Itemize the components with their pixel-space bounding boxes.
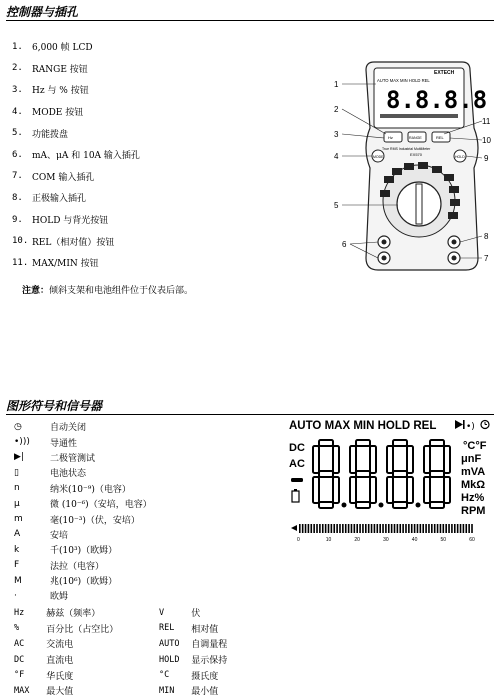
- note: [22, 283, 193, 296]
- symbol-description: 兆(10⁶)（欧姆）: [50, 577, 118, 588]
- abbreviation-row: [14, 683, 304, 699]
- lcd-bargraph-segment: [313, 524, 315, 533]
- note-text: 倾斜支架和电池组件位于仪表后部。: [49, 286, 194, 296]
- control-number: 11.: [12, 257, 29, 268]
- abbreviation-key: AUTO: [159, 638, 180, 649]
- abbreviation-row: [14, 667, 304, 683]
- lcd-bargraph-segment: [336, 524, 338, 533]
- svg-text:11: 11: [482, 117, 491, 126]
- abbreviation-meaning: 最小值: [191, 687, 219, 698]
- lcd-bargraph-segment: [405, 524, 407, 533]
- lcd-minus-sign: [291, 478, 303, 482]
- abbreviation-meaning: 最大值: [46, 687, 74, 698]
- lcd-bargraph-segment: [451, 524, 453, 533]
- lcd-bargraph-segment: [434, 524, 436, 533]
- lcd-bargraph-segment: [394, 524, 396, 533]
- symbol-row: [14, 496, 284, 511]
- lcd-bargraph-segment: [365, 524, 367, 533]
- lcd-bargraph-segment: [463, 524, 465, 533]
- control-item: [12, 36, 312, 58]
- abbreviation-meaning: 百分比（占空比）: [46, 624, 119, 635]
- abbreviation-key: REL: [159, 623, 175, 634]
- lcd-bargraph-segment: [440, 524, 442, 533]
- control-item: [12, 122, 312, 144]
- abbreviation-meaning: 赫兹（频率）: [46, 609, 101, 620]
- control-item: [12, 209, 312, 231]
- meter-rel-label: REL: [436, 135, 444, 140]
- lcd-unit-cap: μnF: [461, 453, 482, 465]
- symbol-row: [14, 527, 284, 542]
- control-number: 1.: [12, 41, 23, 52]
- abbreviation-row: [14, 605, 304, 621]
- symbol-description: 安培: [50, 530, 69, 541]
- lcd-bargraph-segment: [302, 524, 304, 533]
- symbols-list: [14, 419, 284, 604]
- abbreviation-key: AC: [14, 638, 25, 649]
- meter-range-label: RANGE: [409, 136, 422, 140]
- lcd-bargraph-segment: [362, 524, 364, 533]
- abbreviation-key: °C: [159, 670, 170, 681]
- symbol-row: [14, 419, 284, 434]
- lcd-bargraph-segment: [310, 524, 312, 533]
- lcd-bargraph-segment: [445, 524, 447, 533]
- abbreviation-meaning: 相对值: [191, 624, 219, 635]
- abbreviation-row: [14, 621, 304, 637]
- symbol-row: [14, 465, 284, 480]
- lcd-bargraph-segment: [443, 524, 445, 533]
- lcd-bargraph-segment: [417, 524, 419, 533]
- svg-text:2: 2: [334, 105, 339, 114]
- abbreviation-meaning: 华氏度: [46, 671, 74, 682]
- lcd-bargraph-segment: [428, 524, 430, 533]
- meter-model: EX570: [410, 152, 423, 157]
- symbol-description: 欧姆: [50, 592, 69, 603]
- lcd-dc-label: DC: [289, 442, 305, 454]
- lcd-bargraph-segment: [376, 524, 378, 533]
- diode-icon: ▶|: [14, 452, 24, 463]
- lcd-digit: [313, 440, 347, 508]
- control-number: 8.: [12, 192, 23, 203]
- lcd-bargraph-segment: [359, 524, 361, 533]
- lcd-bargraph-segment: [379, 524, 381, 533]
- lcd-bargraph-segment: [319, 524, 321, 533]
- symbol-glyph: M: [14, 575, 22, 586]
- meter-dial-knob: [416, 184, 422, 224]
- lcd-ac-label: AC: [289, 458, 305, 470]
- control-number: 6.: [12, 149, 23, 160]
- lcd-scale-label: 0: [297, 537, 300, 543]
- lcd-bargraph-segment: [468, 524, 470, 533]
- svg-text:5: 5: [334, 201, 339, 210]
- lcd-bargraph-segment: [342, 524, 344, 533]
- meter-brand: EXTECH: [434, 70, 455, 76]
- lcd-bargraph-segment: [385, 524, 387, 533]
- battery-icon: ▯: [14, 467, 19, 478]
- meter-hz-label: Hz: [388, 135, 393, 140]
- meter-hz-button[interactable]: [384, 132, 402, 142]
- lcd-bargraph-segment: [305, 524, 307, 533]
- symbol-description: 千(10³)（欧姆）: [50, 546, 118, 557]
- lcd-bargraph-segment: [351, 524, 353, 533]
- lcd-bargraph-segment: [402, 524, 404, 533]
- control-item: [12, 79, 312, 101]
- lcd-unit-hz-percent: Hz%: [461, 492, 485, 504]
- abbreviation-meaning: 伏: [191, 609, 201, 620]
- lcd-digit: [424, 440, 450, 508]
- lcd-unit-labels: [461, 440, 487, 517]
- abbreviation-row: [14, 652, 304, 668]
- lcd-decimal-point: [416, 503, 421, 508]
- control-text: MAX/MIN 按钮: [32, 259, 99, 270]
- symbol-glyph: F: [14, 560, 20, 571]
- control-item: [12, 230, 312, 252]
- svg-text:1: 1: [334, 80, 339, 89]
- lcd-battery-icon: [292, 489, 299, 502]
- meter-digits: 8.8.8.8: [386, 86, 488, 114]
- lcd-bargraph-segment: [354, 524, 356, 533]
- lcd-scale-label: 50: [440, 537, 447, 543]
- control-number: 3.: [12, 84, 23, 95]
- control-text: RANGE 按钮: [32, 64, 88, 75]
- control-text: REL（相对值）按钮: [32, 237, 115, 248]
- meter-illustration: [322, 58, 498, 274]
- symbol-row: [14, 558, 284, 573]
- lcd-decimal-point: [342, 503, 347, 508]
- lcd-bargraph-segment: [454, 524, 456, 533]
- abbreviations-table: [14, 605, 304, 699]
- control-text: HOLD 与背光按钮: [32, 216, 109, 227]
- lcd-bargraph-segment: [368, 524, 370, 533]
- lcd-digit: [387, 440, 421, 508]
- lcd-bargraph-segment: [411, 524, 413, 533]
- lcd-bargraph-segment: [348, 524, 350, 533]
- meter-mode-label: MODE: [373, 155, 384, 159]
- control-item: [12, 187, 312, 209]
- lcd-bargraph-segment: [425, 524, 427, 533]
- lcd-bargraph-segment: [422, 524, 424, 533]
- lcd-bargraph-segment: [374, 524, 376, 533]
- lcd-bargraph-segment: [414, 524, 416, 533]
- abbreviation-key: MIN: [159, 685, 175, 696]
- abbreviation-key: MAX: [14, 685, 30, 696]
- abbreviation-key: V: [159, 607, 165, 618]
- clock-icon: ◷: [14, 421, 22, 432]
- control-text: 正极输入插孔: [32, 194, 87, 205]
- symbol-row: [14, 511, 284, 526]
- control-number: 4.: [12, 106, 23, 117]
- lcd-bargraph: [299, 524, 473, 533]
- lcd-unit-ohm: MkΩ: [461, 479, 486, 491]
- control-text: COM 输入插孔: [32, 172, 95, 183]
- svg-text:9: 9: [484, 154, 489, 163]
- symbol-glyph: k: [14, 544, 20, 555]
- lcd-scale-label: 20: [354, 537, 360, 543]
- control-item: [12, 252, 312, 274]
- symbol-glyph: μ: [14, 498, 20, 509]
- control-number: 9.: [12, 214, 23, 225]
- symbol-description: 法拉（电容）: [50, 561, 105, 572]
- lcd-decimal-point: [379, 503, 384, 508]
- symbol-description: 导通性: [50, 438, 78, 449]
- lcd-bargraph-segment: [431, 524, 433, 533]
- symbol-glyph: m: [14, 514, 23, 525]
- lcd-bargraph-segment: [437, 524, 439, 533]
- abbreviation-key: °F: [14, 670, 25, 681]
- lcd-bargraph-segment: [316, 524, 318, 533]
- lcd-unit-volt-amp: mVA: [461, 466, 486, 478]
- svg-text:8: 8: [484, 232, 489, 241]
- symbol-glyph: A: [14, 529, 21, 540]
- symbol-description: 二极管测试: [50, 453, 96, 464]
- lcd-bargraph-scale: [297, 537, 475, 543]
- abbreviation-meaning: 直流电: [46, 656, 74, 667]
- lcd-bargraph-segment: [328, 524, 330, 533]
- abbreviation-key: HOLD: [159, 654, 180, 665]
- lcd-bargraph-segment: [460, 524, 462, 533]
- note-label: 注意：: [22, 286, 50, 296]
- abbreviation-meaning: 自调量程: [191, 640, 228, 651]
- meter-model-line: True RMS Industrial MultiMeter: [382, 147, 431, 151]
- lcd-unit-rpm: RPM: [461, 505, 486, 517]
- abbreviation-meaning: 摄氏度: [191, 671, 219, 682]
- lcd-bargraph-segment: [399, 524, 401, 533]
- symbol-description: 毫(10⁻³)（伏，安培）: [50, 515, 140, 526]
- lcd-bargraph-segment: [448, 524, 450, 533]
- abbreviation-key: DC: [14, 654, 25, 665]
- lcd-bargraph-segment: [325, 524, 327, 533]
- control-number: 2.: [12, 63, 23, 74]
- lcd-bargraph-segment: [420, 524, 422, 533]
- control-text: MODE 按钮: [32, 108, 84, 119]
- lcd-bargraph-segment: [339, 524, 341, 533]
- lcd-bargraph-segment: [382, 524, 384, 533]
- meter-bargraph: [380, 114, 458, 118]
- lcd-bargraph-segment: [471, 524, 473, 533]
- meter-hold-label: HOLD: [455, 155, 465, 159]
- controls-list: [12, 36, 312, 274]
- lcd-beeper-icon: •): [466, 422, 475, 432]
- continuity-icon: •))): [14, 437, 30, 448]
- lcd-bargraph-segment: [397, 524, 399, 533]
- section-rule-controls: [6, 20, 494, 21]
- lcd-bargraph-segment: [457, 524, 459, 533]
- symbol-row: [14, 573, 284, 588]
- symbol-row: [14, 588, 284, 603]
- abbreviation-meaning: 交流电: [46, 640, 74, 651]
- abbreviation-key: Hz: [14, 607, 25, 618]
- control-item: [12, 101, 312, 123]
- lcd-digits: [313, 440, 450, 508]
- symbol-description: 纳米(10⁻⁹)（电容）: [50, 484, 131, 495]
- symbol-row: [14, 434, 284, 449]
- control-item: [12, 144, 312, 166]
- lcd-scale-label: 30: [383, 537, 389, 543]
- lcd-bargraph-segment: [322, 524, 324, 533]
- symbol-description: 微 (10⁻⁶)（安培，电容）: [50, 500, 152, 511]
- lcd-digit: [350, 440, 384, 508]
- abbreviation-key: %: [14, 623, 20, 634]
- lcd-segment-diagram: [283, 414, 495, 554]
- lcd-top-annunciators: AUTO MAX MIN HOLD REL: [289, 420, 437, 432]
- lcd-bargraph-segment: [333, 524, 335, 533]
- svg-text:6: 6: [342, 240, 347, 249]
- lcd-scale-label: 40: [411, 537, 418, 543]
- abbreviation-meaning: 显示保持: [191, 656, 228, 667]
- control-text: 6,000 帧 LCD: [32, 43, 93, 54]
- section-title-controls: 控制器与插孔: [6, 5, 79, 19]
- svg-text:7: 7: [484, 254, 489, 263]
- control-number: 7.: [12, 171, 23, 182]
- lcd-bargraph-segment: [371, 524, 373, 533]
- lcd-bargraph-segment: [345, 524, 347, 533]
- control-item: [12, 58, 312, 80]
- lcd-diode-icon: [455, 420, 465, 429]
- lcd-bargraph-segment: [299, 524, 301, 533]
- control-text: 功能拨盘: [32, 129, 69, 140]
- symbol-glyph: ·: [14, 590, 17, 601]
- lcd-scale-label: 10: [325, 537, 332, 543]
- control-text: Hz 与 % 按钮: [32, 86, 89, 97]
- lcd-bargraph-segment: [465, 524, 467, 533]
- lcd-bargraph-segment: [331, 524, 333, 533]
- svg-text:4: 4: [334, 152, 339, 161]
- symbol-glyph: n: [14, 483, 20, 494]
- lcd-unit-temp: °C°F: [463, 440, 487, 452]
- meter-lcd-top: AUTO MAX MIN HOLD REL: [377, 78, 430, 83]
- svg-text:3: 3: [334, 130, 339, 139]
- svg-text:10: 10: [482, 136, 491, 145]
- lcd-scale-label: 60: [469, 537, 475, 543]
- lcd-bargraph-arrow: [291, 525, 297, 531]
- control-number: 5.: [12, 128, 23, 139]
- control-item: [12, 166, 312, 188]
- control-text: mA、μA 和 10A 输入插孔: [32, 151, 140, 162]
- lcd-bargraph-segment: [408, 524, 410, 533]
- symbol-description: 自动关闭: [50, 423, 87, 434]
- lcd-bargraph-segment: [308, 524, 310, 533]
- lcd-bargraph-segment: [356, 524, 358, 533]
- symbol-description: 电池状态: [50, 469, 87, 480]
- abbreviation-row: [14, 636, 304, 652]
- section-title-symbols: 图形符号和信号器: [6, 399, 103, 413]
- lcd-bargraph-segment: [391, 524, 393, 533]
- symbol-row: [14, 542, 284, 557]
- control-number: 10.: [12, 236, 29, 247]
- symbol-row: [14, 450, 284, 465]
- lcd-bargraph-segment: [388, 524, 390, 533]
- symbol-row: [14, 481, 284, 496]
